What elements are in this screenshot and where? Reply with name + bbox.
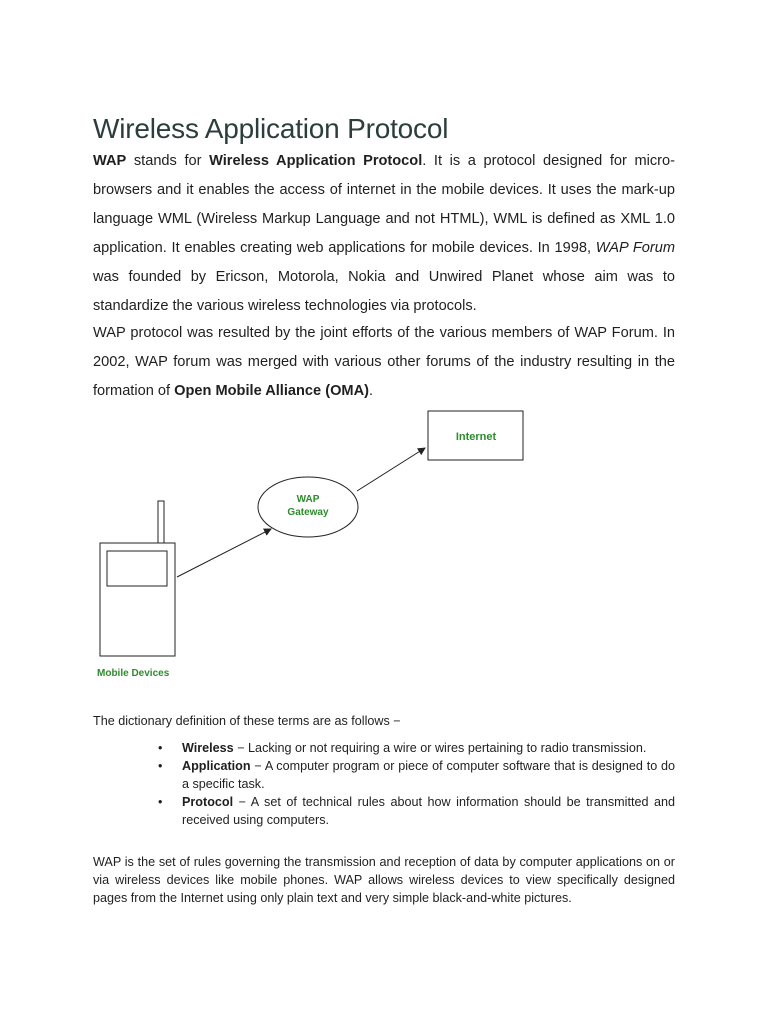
bullet-icon: • xyxy=(158,759,163,773)
internet-box xyxy=(428,411,523,460)
bullet-icon: • xyxy=(158,795,163,809)
definition-term: Protocol xyxy=(182,795,234,809)
definition-item-application xyxy=(93,757,675,793)
intro-text-3: was founded by Ericson, Motorola, Nokia and Unwired Planet whose aim was to standardize the various wireless technologies via protocols. xyxy=(93,269,675,314)
intro-paragraph xyxy=(93,147,675,321)
page-title: Wireless Application Protocol xyxy=(93,113,449,144)
definition-text: − A set of technical rules about how information should be transmitted and received using computers. xyxy=(182,795,675,827)
definition-text: − Lacking or not requiring a wire or wires pertaining to radio transmission. xyxy=(233,741,647,755)
history-text-2: . xyxy=(369,383,374,399)
definition-item-protocol xyxy=(93,793,675,829)
closing-paragraph: WAP is the set of rules governing the transmission and reception of data by computer applications on or via wireless devices like mobile phones. WAP allows wireless devices to view specifically designed pages from the Internet using only plain text and very simple black-and-white pictures. xyxy=(93,855,675,905)
definition-term: Application xyxy=(182,759,251,773)
wap-abbreviation: WAP xyxy=(93,153,127,169)
definition-list xyxy=(93,739,675,829)
gateway-label-line1: WAP xyxy=(296,494,320,505)
gateway-label-line2: Gateway xyxy=(287,507,329,518)
arrow-device-to-gateway xyxy=(177,529,271,577)
wap-architecture-diagram xyxy=(95,405,535,690)
definition-item-wireless xyxy=(93,739,675,757)
intro-text-2: . It is a protocol designed for micro-browsers and it enables the access of internet in the mobile devices. It uses the mark-up language WML (Wireless Markup Language and not HTML), WML is defined as XML 1.0 application. It enables creating web applications for mobile devices. In 1998, xyxy=(93,153,676,256)
mobile-device-icon xyxy=(100,501,175,656)
history-text-1: WAP protocol was resulted by the joint efforts of the various members of WAP Forum. In 2002, WAP forum was merged with various other forums of the industry resulting in the formation of xyxy=(93,325,675,399)
dictionary-intro: The dictionary definition of these terms are as follows − xyxy=(93,714,401,728)
wap-full-name: Wireless Application Protocol xyxy=(209,153,423,169)
definition-text: − A computer program or piece of computer software that is designed to do a specific task. xyxy=(182,759,675,791)
definition-term: Wireless xyxy=(182,741,234,755)
arrow-gateway-to-internet xyxy=(357,448,425,491)
bullet-icon: • xyxy=(158,741,163,755)
wap-forum-name: WAP Forum xyxy=(595,240,675,256)
wap-gateway-ellipse xyxy=(258,477,358,537)
intro-text-1: stands for xyxy=(126,153,210,169)
mobile-devices-label: Mobile Devices xyxy=(97,668,170,679)
oma-name: Open Mobile Alliance (OMA) xyxy=(174,383,369,399)
internet-label: Internet xyxy=(455,431,497,443)
history-paragraph xyxy=(93,319,675,406)
